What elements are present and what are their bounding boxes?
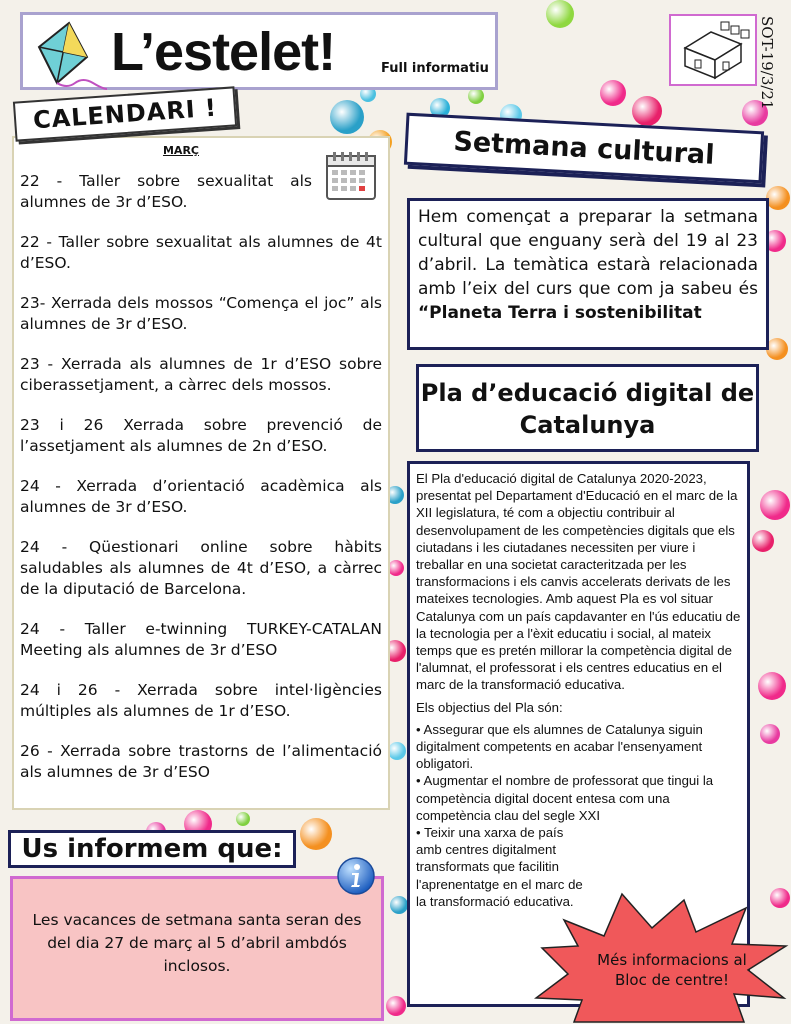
- calendar-icon: [324, 148, 378, 202]
- newsletter-subtitle: Full informatiu: [381, 61, 489, 76]
- list-item: 24 i 26 - Xerrada sobre intel·ligències múltiples als alumnes de 1r d’ESO.: [20, 681, 382, 720]
- cultural-week-panel: [407, 198, 769, 350]
- list-item: 23- Xerrada dels mossos “Comença el joc” als alumnes de 3r d’ESO.: [20, 294, 382, 333]
- calendar-panel: [12, 136, 390, 810]
- objective-item: • Augmentar el nombre de professorat que tingui la competència digital docent entesa com una competència clau del segle XXI: [416, 773, 714, 823]
- list-item: 23 i 26 Xerrada sobre prevenció de l’assetjament als alumnes de 2n d’ESO.: [20, 416, 382, 455]
- school-house-icon: [671, 16, 755, 84]
- cultural-week-theme: “Planeta Terra i sostenibilitat: [418, 303, 702, 323]
- header: [20, 12, 498, 90]
- digital-plan-title: Pla d’educació digital de Catalunya: [416, 364, 759, 452]
- list-item: 23 - Xerrada als alumnes de 1r d’ESO sobre ciberassetjament, a càrrec dels mossos.: [20, 355, 382, 394]
- objective-item: • Assegurar que els alumnes de Catalunya siguin digitalment competents en acabar l'ensenyament obligatori.: [416, 721, 703, 772]
- kite-icon: [27, 19, 107, 99]
- objective-item: • Teixir una xarxa de país amb centres digitalment transformats que facilitin l'aprenentatge en el marc de la transformació educativa.: [416, 825, 583, 909]
- list-item: 24 - Taller e-twinning TURKEY-CATALAN Meeting als alumnes de 3r d’ESO: [20, 620, 382, 659]
- cultural-week-text: Hem començat a preparar la setmana cultural que enguany serà del 19 al 23 d’abril. La temàtica estarà relacionada amb l’eix del curs que com ja sabeu és: [418, 207, 758, 299]
- notice-banner: Us informem que:: [8, 830, 296, 868]
- list-item: 24 - Xerrada d’orientació acadèmica als alumnes de 3r d’ESO.: [20, 477, 382, 516]
- list-item: 22 - Taller sobre sexualitat als alumnes de 4t d’ESO.: [20, 233, 382, 272]
- info-icon: [336, 856, 376, 896]
- calendar-banner: CALENDARI !: [13, 86, 237, 141]
- cultural-week-banner: Setmana cultural: [404, 113, 764, 184]
- list-item: 22 - Taller sobre sexualitat als alumnes de 3r d’ESO.: [20, 172, 312, 211]
- issue-code: SOT-19/3/21: [758, 16, 776, 110]
- calendar-month: MARÇ: [162, 144, 199, 157]
- digital-plan-objectives-heading: Els objectius del Pla són:: [416, 699, 563, 715]
- more-info-text: Més informacions al Bloc de centre!: [597, 951, 747, 989]
- calendar-list: [20, 171, 382, 783]
- newsletter-title: L’estelet!: [111, 22, 336, 82]
- school-logo: [669, 14, 757, 86]
- notice-text: Les vacances de setmana santa seran des del dia 27 de març al 5 d’abril ambdós inclosos.: [32, 911, 362, 975]
- digital-plan-intro: El Pla d'educació digital de Catalunya 2020-2023, presentat pel Departament d'Educació en el marc de la XII legislatura, té com a objectiu contribuir al desenvolupament de les competències digitals que els ciutadans i les ciutadanes necessiten per viure i treballar en una societat caracteritzada per les transformacions i els canvis accelerats derivats de les mateixes tecnologies. Amb aquest Pla es vol situar Catalunya com un país capdavanter en l'ús educatiu de la tecnologia per a l'èxit educatiu i social, al mateix temps que es pretén millorar la competència digital de l'alumnat, el professorat i els centres educatius en el marc de la transformació educativa.: [416, 471, 741, 693]
- list-item: 24 - Qüestionari online sobre hàbits saludables als alumnes de 4t d’ESO, a càrrec de la diputació de Barcelona.: [20, 538, 382, 598]
- list-item: 26 - Xerrada sobre trastorns de l’alimentació als alumnes de 3r d’ESO: [20, 742, 382, 781]
- notice-panel: [10, 876, 384, 1021]
